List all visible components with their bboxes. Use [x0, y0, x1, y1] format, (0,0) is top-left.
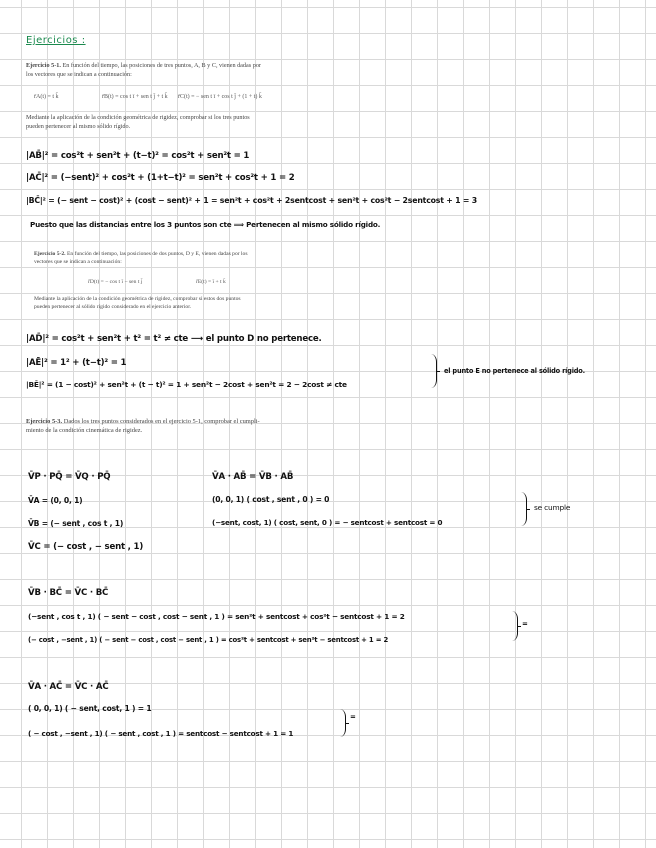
brace	[430, 354, 437, 388]
statement-text: los vectores que se indican a continuación:	[26, 70, 132, 78]
statement-text: Mediante la aplicación de la condición geométrica de rigidez, comprobar si estos dos puntos	[34, 296, 241, 302]
statement-text: vectores que se indican a continuación:	[34, 258, 122, 265]
check-ab: V̄A · AB̄ = V̄B · AB̄	[212, 472, 294, 482]
statement-text: pueden pertenecer al sólido rígido considerado en el ejercicio anterior.	[34, 303, 192, 310]
statement-text: Dados los tres puntos considerados en el ejercicio 5-1, comprobar el cumpli-	[63, 418, 260, 425]
check-ac: V̄A · AC̄ = V̄C · AC̄	[28, 682, 109, 692]
exercise-5-2-statement	[34, 251, 324, 267]
equation-ra: r̄A(t) = t k̄	[34, 94, 59, 100]
brace	[512, 611, 518, 641]
statement-text: pueden pertenecer al mismo sólido rígido.	[26, 122, 131, 130]
page-title: Ejercicios :	[26, 35, 86, 46]
statement-text: En función del tiempo, las posiciones de dos puntos, D y E, vienen dadas por los	[67, 251, 248, 257]
statement-text: En función del tiempo, las posiciones de tres puntos, A, B y C, vienen dadas por	[62, 62, 261, 69]
exercise-5-3-statement	[26, 418, 326, 435]
distance-ab: |AB̄|² = cos²t + sen²t + (t−t)² = cos²t + sen²t = 1	[26, 151, 250, 161]
statement-text: miento de la condición cinemática de rigidez.	[26, 426, 143, 434]
equation-rc: r̄C(t) = − sen t ī + cos t j̄ + (1 + t) k̄	[178, 94, 262, 100]
conclusion-5-1: Puesto que las distancias entre los 3 puntos son cte ⟹ Pertenecen al mismo sólido rígido.	[30, 220, 381, 229]
exercise-label: Ejercicio 5-2.	[34, 251, 66, 257]
exercise-5-2-question	[34, 296, 324, 312]
distance-ad: |AD̄|² = cos²t + sen²t + t² = t² ≠ cte ⟶ el punto D no pertenece.	[26, 334, 322, 344]
statement-text: Mediante la aplicación de la condición geométrica de rigidez, comprobar si los tres puntos	[26, 114, 250, 121]
check-ab-a: (0, 0, 1) ( cost , sent , 0 ) = 0	[212, 495, 330, 504]
check-ab-b: (−sent, cost, 1) ( cost, sent, 0 ) = − sentcost + sentcost = 0	[212, 518, 443, 527]
equality-mark: =	[350, 713, 356, 721]
conclusion-5-2: el punto E no pertenece al sólido rígido.	[444, 367, 585, 375]
exercise-5-1-statement	[26, 62, 326, 79]
velocity-b: V̄B = (− sent , cos t , 1)	[28, 519, 124, 528]
exercise-5-1-question	[26, 114, 326, 131]
check-bc-b: (−sent , cos t , 1) ( − sent − cost , cost − sent , 1 ) = sen²t + sentcost + cos²t − sentcost + 1 = 2	[28, 612, 405, 621]
result-note: se cumple	[534, 503, 571, 512]
equation-re: r̄E(t) = ī + t k̄	[196, 279, 226, 285]
distance-be: |BĒ|² = (1 − cost)² + sen²t + (t − t)² = 1 + sen²t − 2cost + sen²t = 2 − 2cost ≠ cte	[26, 380, 347, 389]
distance-ac: |AC̄|² = (−sent)² + cos²t + (1+t−t)² = sen²t + cos²t + 1 = 2	[26, 173, 295, 183]
equality-mark: =	[522, 620, 528, 628]
check-ac-c: ( − cost , −sent , 1) ( − sent , cost , 1 ) = sentcost − sentcost + 1 = 1	[28, 729, 294, 738]
rigidity-condition: V̄P · PQ̄ = V̄Q · PQ̄	[28, 472, 111, 482]
check-bc: V̄B · BC̄ = V̄C · BC̄	[28, 588, 109, 598]
brace	[340, 709, 346, 737]
equation-rd: r̄D(t) = − cos t ī − sen t j̄	[88, 279, 143, 285]
check-bc-c: (− cost , −sent , 1) ( − sent − cost , cost − sent , 1 ) = cos²t + sentcost + sen²t − sentcost + 1 = 2	[28, 636, 389, 644]
exercise-label: Ejercicio 5-3.	[26, 418, 63, 425]
exercise-label: Ejercicio 5-1.	[26, 62, 61, 69]
check-ac-a: ( 0, 0, 1) ( − sent, cost, 1 ) = 1	[28, 704, 152, 713]
equation-rb: r̄B(t) = cos t ī + sen t j̄ + t k̄	[102, 94, 168, 100]
velocity-c: V̄C = (− cost , − sent , 1)	[28, 542, 144, 552]
distance-ae: |AĒ|² = 1² + (t−t)² = 1	[26, 358, 127, 368]
distance-bc: |BC̄|² = (− sent − cost)² + (cost − sent)² + 1 = sen²t + cos²t + 2sentcost + sen²t + cos²t − 2sentcost + 1 = 3	[26, 196, 477, 205]
brace	[520, 492, 527, 526]
velocity-a: V̄A = (0, 0, 1)	[28, 496, 83, 505]
